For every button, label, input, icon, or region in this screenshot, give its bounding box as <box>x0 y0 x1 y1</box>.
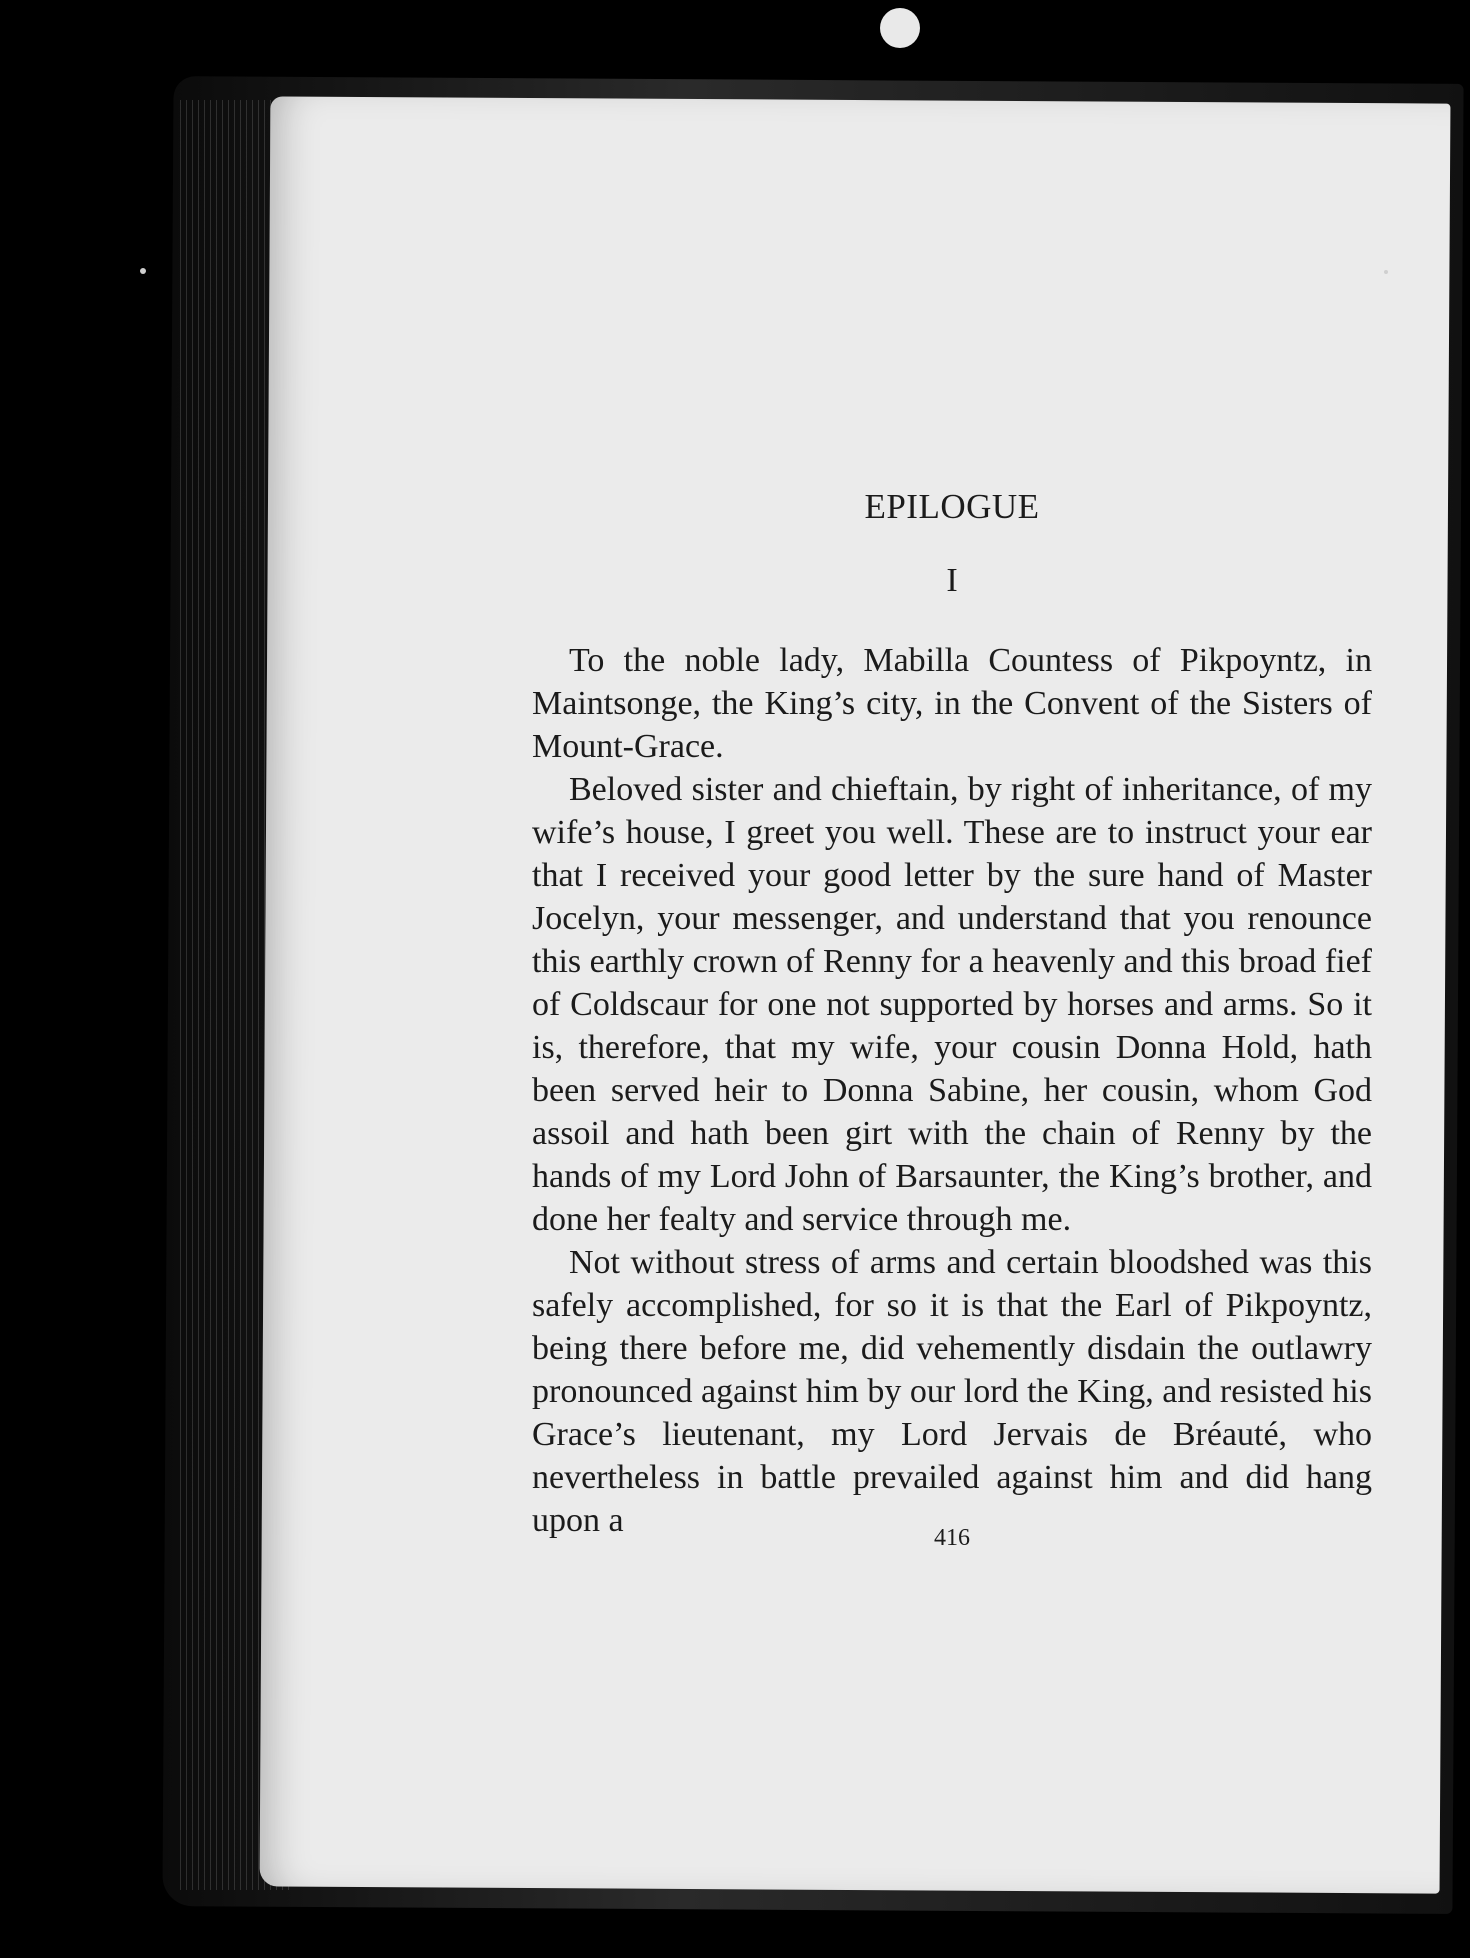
chapter-heading: EPILOGUE <box>864 487 1040 526</box>
margin-speck <box>1384 270 1388 274</box>
paragraph-2: Beloved sister and chieftain, by right of inheritance, of my wife’s house, I greet you well. These are to instruct your ear that I received your good letter by the sure hand of Master Jocelyn, your messenger, and understand that you renounce this earthly crown of Renny for a heavenly and this broad fief of Coldscaur for one not supported by horses and arms. So it is, therefore, that my wife, your cousin Donna Hold, hath been served heir to Donna Sabine, her cousin, whom God assoil and hath been girt with the chain of Renny by the hands of my Lord John of Barsaunter, the King’s brother, and done her fealty and service through me. <box>532 771 1372 1238</box>
top-smudge <box>880 8 920 48</box>
section-numeral: I <box>946 562 958 599</box>
page-text <box>532 483 1372 1551</box>
margin-speck <box>140 268 146 274</box>
paragraph-3: Not without stress of arms and certain bloodshed was this safely accomplished, for so it is that the Earl of Pikpoyntz, being there before me, did vehemently disdain the outlawry pronounced against him by our lord the King, and resisted his Grace’s lieutenant, my Lord Jervais de Bréauté, who nevertheless in battle prevailed against him and did hang upon a <box>532 1244 1372 1539</box>
page-number: 416 <box>934 1525 970 1551</box>
paragraph-1: To the noble lady, Mabilla Countess of Pikpoyntz, in Maintsonge, the King’s city, in the Convent of the Sisters of Mount-Grace. <box>532 642 1372 765</box>
